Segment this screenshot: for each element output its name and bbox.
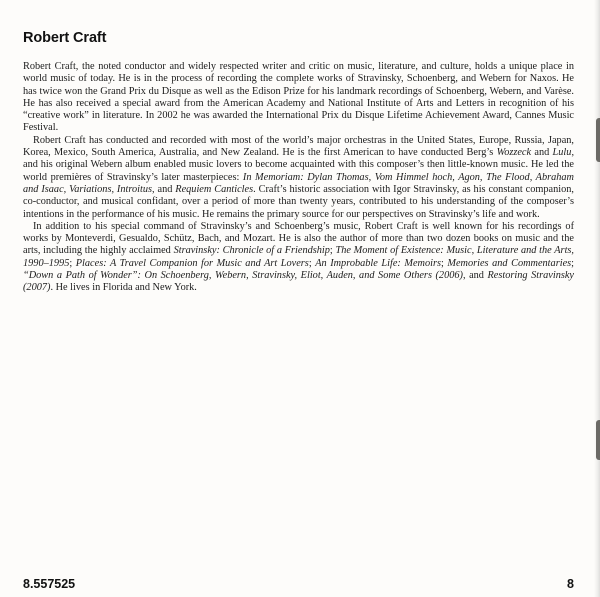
- page-title: Robert Craft: [23, 30, 107, 46]
- work-title: Requiem Canticles: [175, 183, 254, 195]
- text-run: In addition to his special command of Stravinsky’s and Schoenberg’s music, Robert Craft is well known for his recordings of works by Monteverdi, Gesualdo, Schütz, Bach, and Mozart. He is also the author of more than two dozen books on music and the arts, including the highly acclaimed: [23, 220, 574, 257]
- text-run: , and his original Webern album enabled music lovers to become acquainted with this composer’s then little-known music. He led the world premières of Stravinsky’s later masterpieces:: [23, 147, 575, 183]
- text-run: , and: [462, 270, 488, 282]
- page-number: 8: [567, 577, 574, 591]
- text-run: ;: [329, 245, 336, 257]
- catalog-number: 8.557525: [23, 577, 76, 591]
- text-run: . Craft’s historic association with Igor Stravinsky, as his constant companion, co-conductor, and musical confidant, over a period of more than twenty years, contributed to his understanding of the composer’s intentions in the performance of his music. He remains the primary source for our perspectives on Stravinsky’s life and work.: [23, 183, 575, 220]
- text-run: Robert Craft, the noted conductor and widely respected writer and critic on music, literature, and culture, holds a unique place in world music of today. He is in the process of recording the complete works of Stravinsky, Schoenberg, and Webern for Naxos. He has twice won the Grand Prix du Disque as well as the Edison Prize for his landmark recordings of Schoenberg, Webern, and Varèse. He has also received a special award from the American Academy and National Institute of Arts and Letters in recognition of his “creative work” in literature. In 2002 he was awarded the International Prix du Disque Lifetime Achievement Award, Cannes Music Festival.: [23, 61, 574, 134]
- text-run: and: [154, 183, 176, 195]
- work-title: Stravinsky: Chronicle of a Friendship: [173, 245, 330, 257]
- text-run: . He lives in Florida and New York.: [50, 282, 197, 294]
- binding-tab: [596, 118, 600, 162]
- biography-paragraph: [23, 221, 574, 295]
- work-title: “Down a Path of Wonder”: On Schoenberg, Webern, Stravinsky, Eliot, Auden, and Some Others (2006): [23, 270, 463, 282]
- text-run: ;: [69, 257, 76, 269]
- binding-tab: [596, 420, 600, 460]
- biography-text: [23, 61, 574, 295]
- work-title: Wozzeck: [496, 147, 532, 159]
- work-title: Lulu: [552, 147, 572, 159]
- biography-section: [23, 30, 574, 295]
- work-title: The Moment of Existence: Music, Literature and the Arts, 1990–1995: [23, 245, 575, 269]
- biography-paragraph: [23, 61, 574, 135]
- biography-paragraph: [23, 135, 574, 221]
- text-run: ;: [571, 257, 575, 269]
- work-title: Memories and Commentaries: [447, 257, 572, 269]
- text-run: Robert Craft has conducted and recorded with most of the world’s major orchestras in the United States, Europe, Russia, Japan, Korea, Mexico, South America, Australia, and New Zealand. He is the first American to have conducted Berg’s: [23, 134, 574, 159]
- work-title: Places: A Travel Companion for Music and Art Lovers: [75, 257, 309, 269]
- text-run: ;: [440, 257, 448, 269]
- page-edge-shadow: [594, 0, 600, 597]
- work-title: In Memoriam: Dylan Thomas, Vom Himmel hoch, Agon, The Flood, Abraham and Isaac, Variations, Introitus,: [23, 171, 574, 195]
- text-run: and: [531, 147, 553, 159]
- text-run: ;: [308, 257, 316, 269]
- work-title: An Improbable Life: Memoirs: [315, 257, 441, 269]
- work-title: Restoring Stravinsky (2007): [23, 270, 575, 294]
